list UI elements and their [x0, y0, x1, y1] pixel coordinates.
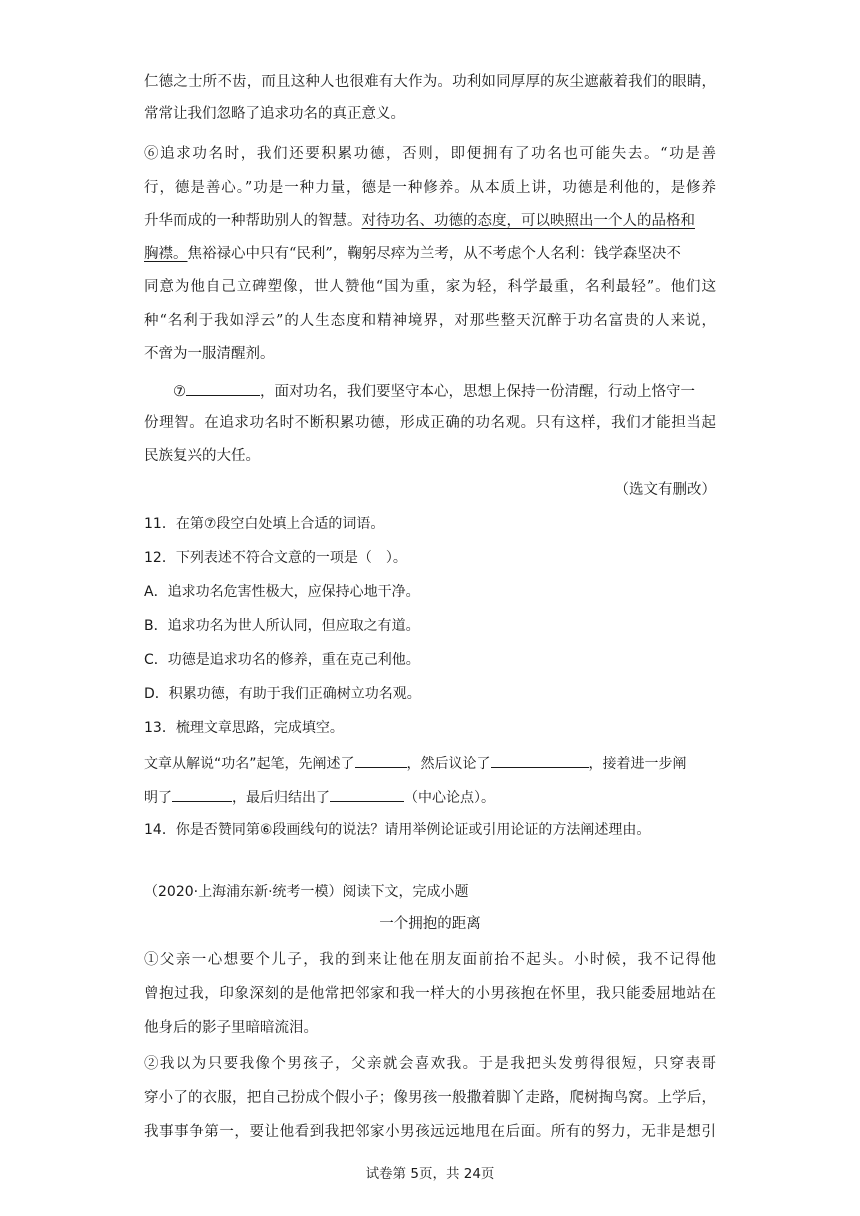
- source-note: （选文有删改）: [614, 482, 716, 498]
- question-12-option-c: C．功德是追求功名的修养，重在克己利他。: [144, 652, 420, 668]
- reading-intro: （2020·上海浦东新·统考一模）阅读下文，完成小题: [144, 884, 469, 900]
- paragraph-6-line: [144, 244, 716, 264]
- paragraph-2-line: 我事事争第一，要让他看到我把邻家小男孩远远地甩在后面。所有的努力，无非是想引: [144, 1124, 716, 1140]
- paragraph-6-line: 同意为他自己立碑塑像，世人赞他“国为重，家为轻，科学最重，名利最轻”。他们这: [144, 279, 716, 295]
- paragraph-7-number: ⑦: [173, 384, 186, 400]
- question-13-fill-line: [144, 786, 716, 808]
- question-13-text: （中心论点）。: [404, 790, 495, 806]
- paragraph-6-text: 焦裕禄心中只有“民利”，鞠躬尽瘁为兰考，从不考虑个人名利：钱学森坚决不: [187, 246, 681, 262]
- fill-blank: [330, 786, 404, 802]
- paragraph-1-line: 他身后的影子里暗暗流泪。: [144, 1020, 318, 1036]
- paragraph-5-line: 仁德之士所不齿，而且这种人也很难有大作为。功利如同厚厚的灰尘遮蔽着我们的眼睛，: [144, 74, 716, 90]
- question-13-text: ，接着进一步阐: [588, 756, 687, 772]
- question-13-fill-line: [144, 752, 716, 774]
- underlined-sentence: 对待功名、功德的态度，可以映照出一个人的品格和: [361, 213, 695, 229]
- question-13-text: 明了: [144, 790, 172, 806]
- article-title: 一个拥抱的距离: [379, 916, 481, 932]
- paragraph-6-line: 不啻为一服清醒剂。: [144, 346, 275, 362]
- question-13: 13．梳理文章思路，完成填空。: [144, 720, 344, 736]
- fill-blank: [355, 752, 407, 768]
- question-12: 12．下列表述不符合文意的一项是（ ）。: [144, 550, 407, 566]
- paragraph-6-text: 升华而成的一种帮助别人的智慧。: [144, 213, 362, 229]
- paragraph-2-line: 穿小了的衣服，把自己扮成个假小子；像男孩一般撒着脚丫走路，爬树掏鸟窝。上学后，: [144, 1090, 716, 1106]
- question-12-option-b: B．追求功名为世人所认同，但应取之有道。: [144, 618, 420, 634]
- paragraph-7-text: ，面对功名，我们要坚守本心，思想上保持一份清醒，行动上恪守一: [260, 384, 695, 400]
- paragraph-6-line: ⑥追求功名时，我们还要积累功德，否则，即便拥有了功名也可能失去。“功是善: [144, 146, 716, 162]
- paragraph-5-line: 常常让我们忽略了追求功名的真正意义。: [144, 106, 405, 122]
- question-13-text: ，然后议论了: [406, 756, 491, 772]
- fill-blank: [491, 752, 589, 768]
- question-13-text: ，最后归结出了: [232, 790, 330, 806]
- paragraph-1-line: 曾抱过我，印象深刻的是他常把邻家和我一样大的小男孩抱在怀里，我只能委屈地站在: [144, 986, 716, 1002]
- paragraph-2-line: ②我以为只要我像个男孩子，父亲就会喜欢我。于是我把头发剪得很短，只穿表哥: [144, 1056, 716, 1072]
- fill-blank: [186, 380, 260, 396]
- paragraph-1-line: ①父亲一心想要个儿子，我的到来让他在朋友面前抬不起头。小时候，我不记得他: [144, 952, 716, 968]
- question-11: 11．在第⑦段空白处填上合适的词语。: [144, 516, 385, 532]
- paragraph-6-line: [144, 211, 716, 231]
- question-13-text: 文章从解说“功名”起笔，先阐述了: [144, 756, 355, 772]
- question-14: 14．你是否赞同第⑥段画线句的说法？请用举例论证或引用论证的方法阐述理由。: [144, 822, 651, 838]
- page-footer: 试卷第 5页，共 24页: [365, 1166, 495, 1182]
- question-12-option-d: D．积累功德，有助于我们正确树立功名观。: [144, 686, 421, 702]
- question-12-option-a: A．追求功名危害性极大，应保持心地干净。: [144, 584, 420, 600]
- fill-blank: [172, 786, 232, 802]
- paragraph-6-line: 种“名利于我如浮云”的人生态度和精神境界，对那些整天沉醉于功名富贵的人来说，: [144, 313, 716, 329]
- paragraph-7-line: [173, 380, 718, 402]
- underlined-sentence: 胸襟。: [144, 246, 188, 262]
- paragraph-7-line: 民族复兴的大任。: [144, 448, 260, 464]
- paragraph-7-line: 份理智。在追求功名时不断积累功德，形成正确的功名观。只有这样，我们才能担当起: [144, 415, 716, 431]
- paragraph-6-line: 行，德是善心。”功是一种力量，德是一种修养。从本质上讲，功德是利他的，是修养: [144, 180, 716, 196]
